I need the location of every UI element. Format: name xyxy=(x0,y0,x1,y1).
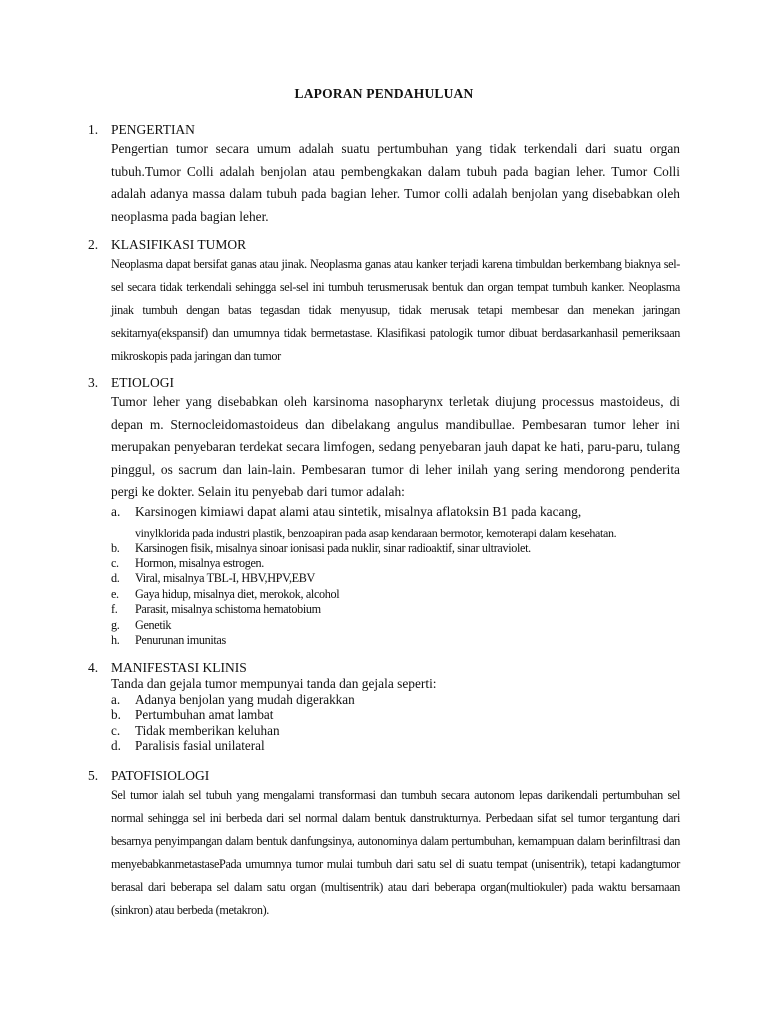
section-patofisiologi xyxy=(88,768,680,922)
section-heading xyxy=(88,768,680,784)
section-pengertian xyxy=(88,122,680,228)
section-body: Tanda dan gejala tumor mempunyai tanda dan gejala seperti: xyxy=(111,676,437,691)
list-text: Pertumbuhan amat lambat xyxy=(135,707,274,723)
section-title: MANIFESTASI KLINIS xyxy=(111,660,247,675)
section-title: PENGERTIAN xyxy=(111,122,195,137)
list-text: Hormon, misalnya estrogen. xyxy=(135,555,264,570)
section-title: PATOFISIOLOGI xyxy=(111,768,210,783)
section-number: 5. xyxy=(88,768,99,783)
section-number: 1. xyxy=(88,122,99,137)
list-item xyxy=(111,602,680,617)
section-body: Pengertian tumor secara umum adalah suatu pertumbuhan yang tidak terkendali dari suatu organ tubuh.Tumor Colli adalah benjolan atau pembengkakan dalam tubuh pada bagian leher. Tumor Colli adalah adanya massa dalam tubuh pada bagian leher. Tumor colli adalah benjolan yang disebabkan oleh neoplasma pada bagian leher. xyxy=(111,141,680,224)
document-title: LAPORAN PENDAHULUAN xyxy=(294,86,474,101)
section-heading xyxy=(88,237,680,253)
list-label: g. xyxy=(111,617,120,632)
list-label: d. xyxy=(111,737,121,753)
list-label: e. xyxy=(111,586,119,601)
list-item xyxy=(111,692,680,707)
list-label: d. xyxy=(111,571,120,586)
list-item xyxy=(111,633,680,648)
section-etiologi xyxy=(88,375,680,648)
section-body: Sel tumor ialah sel tubuh yang mengalami transformasi dan tumbuh secara autonom lepas darikendali pertumbuhan sel normal sehingga sel ini berbeda dari sel normal dalam bentuk danstrukturnya. Perbedaan sifat sel tumor tergantung dari besarnya penyimpangan dalam bentuk danfungsinya, autonominya dalam pertumbuhan, kemampuan dalam berinfiltrasi dan menyebabkanmetastasePada umumnya tumor mulai tumbuh dari satu sel di suatu tempat (unisentrik), tetapi kadangtumor berasal dari beberapa sel dalam satu organ (multisentrik) atau dari beberapa organ(multiokuler) pada waktu bersamaan (sinkron) atau berbeda (metakron). xyxy=(111,788,680,917)
list-item xyxy=(111,618,680,633)
list-item xyxy=(111,707,680,722)
list-item xyxy=(111,738,680,753)
section-number: 2. xyxy=(88,237,99,252)
section-title: ETIOLOGI xyxy=(111,375,174,390)
section-heading xyxy=(88,375,680,391)
list-text: Paralisis fasial unilateral xyxy=(135,737,265,753)
section-title: KLASIFIKASI TUMOR xyxy=(111,237,247,252)
list-text: Genetik xyxy=(135,617,172,632)
section-manifestasi-klinis xyxy=(88,660,680,753)
list-item xyxy=(111,504,680,541)
list-label: b. xyxy=(111,707,121,723)
list-item xyxy=(111,556,680,571)
list-text: Karsinogen kimiawi dapat alami atau sintetik, misalnya aflatoksin B1 pada kacang, xyxy=(135,503,582,519)
section-body: Tumor leher yang disebabkan oleh karsinoma nasopharynx terletak diujung processus mastoideus, di depan m. Sternocleidomastoideus dan dibelakang angulus mandibullae. Pembesaran tumor leher ini merupakan penyebaran terdekat secara limfogen, sedang penyebaran jauh dapat ke hati, paru-paru, tulang pinggul, os sacrum dan lain-lain. Pembesaran tumor di leher inilah yang sering mendorong penderita pergi ke dokter. Selain itu penyebab dari tumor adalah: xyxy=(111,394,680,499)
section-klasifikasi-tumor xyxy=(88,237,680,368)
list-label: c. xyxy=(111,555,119,570)
section-heading xyxy=(88,122,680,138)
list-text: Tidak memberikan keluhan xyxy=(135,722,280,738)
list-label: h. xyxy=(111,632,120,647)
list-label: a. xyxy=(111,692,121,707)
section-body: Neoplasma dapat bersifat ganas atau jinak. Neoplasma ganas atau kanker terjadi karena timbuldan berkembang biaknya sel-sel secara tidak terkendali sehingga sel-sel ini tumbuh terusmerusak bentuk dan organ tempat tumbuh kanker. Neoplasma jinak tumbuh dengan batas tegasdan tidak menyusup, tidak merusak tetapi membesar dan menekan jaringan sekitarnya(ekspansif) dan umumnya tidak bermetastase. Klasifikasi patologik tumor dibuat berdasarkanhasil pemeriksaan mikroskopis pada jaringan dan tumor xyxy=(111,257,680,363)
list-text: Karsinogen fisik, misalnya sinoar ionisasi pada nuklir, sinar radioaktif, sinar ultraviolet. xyxy=(135,540,531,555)
list-text: Penurunan imunitas xyxy=(135,632,226,647)
list-text: Parasit, misalnya schistoma hematobium xyxy=(135,602,321,617)
list-text: Adanya benjolan yang mudah digerakkan xyxy=(135,692,355,707)
list-label: f. xyxy=(111,602,118,617)
section-number: 3. xyxy=(88,375,99,390)
list-text: Gaya hidup, misalnya diet, merokok, alcohol xyxy=(135,586,340,601)
list-label: a. xyxy=(111,503,121,519)
list-item xyxy=(111,587,680,602)
section-number: 4. xyxy=(88,660,99,675)
section-heading xyxy=(88,660,680,676)
etiologi-list xyxy=(111,504,680,649)
list-text: Viral, misalnya TBL-I, HBV,HPV,EBV xyxy=(135,571,315,586)
list-item xyxy=(111,723,680,738)
list-item xyxy=(111,541,680,556)
list-item xyxy=(111,571,680,586)
list-text-continued: vinylklorida pada industri plastik, benzoapiran pada asap kendaraan bermotor, kemoterapi dalam kesehatan. xyxy=(135,525,617,540)
list-label: b. xyxy=(111,540,120,555)
manifestasi-list xyxy=(111,692,680,753)
list-label: c. xyxy=(111,722,121,738)
